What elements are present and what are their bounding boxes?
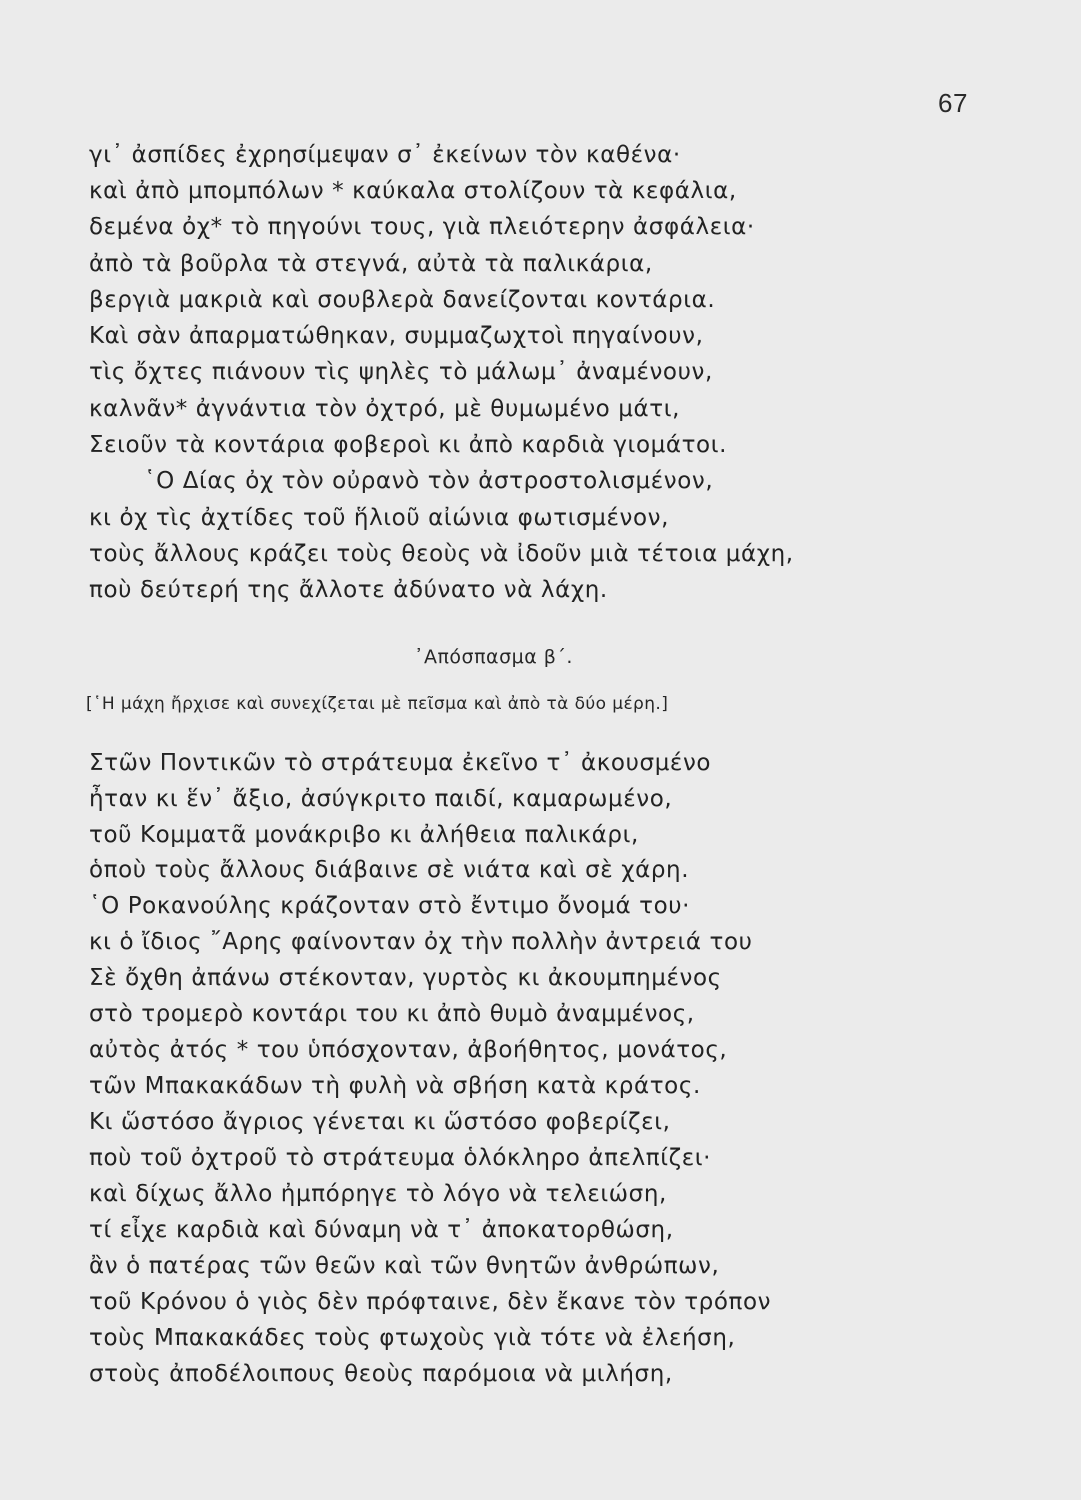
verse-line: γι᾽ ἀσπίδες ἐχρησίμεψαν σ᾽ ἐκείνων τὸν καθένα·: [89, 142, 681, 168]
verse-line: καλνᾶν* ἀγνάντια τὸν ὀχτρό, μὲ θυμωμένο μάτι,: [89, 396, 680, 422]
verse-line: Σὲ ὄχθη ἀπάνω στέκονταν, γυρτὸς κι ἀκουμπημένος: [89, 965, 722, 991]
verse-line: Σειοῦν τὰ κοντάρια φοβεροὶ κι ἀπὸ καρδιὰ γιομάτοι.: [89, 432, 728, 458]
verse-line: καὶ δίχως ἄλλο ἠμπόρηγε τὸ λόγο νὰ τελειώση,: [89, 1181, 667, 1207]
verse-line: τοὺς Μπακακάδες τοὺς φτωχοὺς γιὰ τότε νὰ ἐλεήση,: [89, 1325, 736, 1351]
verse-line: στὸ τρομερὸ κοντάρι του κι ἀπὸ θυμὸ ἀναμμένος,: [89, 1001, 695, 1027]
verse-line: τὶς ὄχτες πιάνουν τὶς ψηλὲς τὸ μάλωμ᾽ ἀναμένουν,: [89, 359, 713, 385]
verse-line: τί εἶχε καρδιὰ καὶ δύναμη νὰ τ᾽ ἀποκατορθώση,: [89, 1217, 674, 1243]
verse-line: στοὺς ἀποδέλοιπους θεοὺς παρόμοια νὰ μιλήση,: [89, 1361, 673, 1387]
page-number: 67: [938, 88, 968, 118]
fragment-heading: ᾽Απόσπασμα β΄.: [414, 646, 573, 668]
verse-line: ὁποὺ τοὺς ἄλλους διάβαινε σὲ νιάτα καὶ σὲ χάρη.: [89, 857, 690, 883]
verse-line: ἦταν κι ἕν᾽ ἄξιο, ἀσύγκριτο παιδί, καμαρωμένο,: [89, 786, 673, 812]
verse-line: ῾Ο Δίας ὀχ τὸν οὐρανὸ τὸν ἀστροστολισμένον,: [144, 468, 714, 494]
verse-line: ῾Ο Ροκανούλης κράζονταν στὸ ἔντιμο ὄνομά του·: [89, 893, 691, 919]
verse-line: ποὺ τοῦ ὀχτροῦ τὸ στράτευμα ὁλόκληρο ἀπελπίζει·: [89, 1145, 712, 1171]
verse-line: τοῦ Κομματᾶ μονάκριβο κι ἀλήθεια παλικάρι,: [89, 822, 639, 848]
verse-line: τοὺς ἄλλους κράζει τοὺς θεοὺς νὰ ἰδοῦν μιὰ τέτοια μάχη,: [89, 541, 794, 567]
verse-line: Στῶν Ποντικῶν τὸ στράτευμα ἐκεῖνο τ᾽ ἀκουσμένο: [89, 750, 712, 776]
verse-line: τοῦ Κρόνου ὁ γιὸς δὲν πρόφταινε, δὲν ἔκανε τὸν τρόπον: [89, 1289, 772, 1315]
verse-line: Κι ὥστόσο ἄγριος γένεται κι ὥστόσο φοβερίζει,: [89, 1109, 671, 1135]
verse-line: ἂν ὁ πατέρας τῶν θεῶν καὶ τῶν θνητῶν ἀνθρώπων,: [89, 1253, 720, 1279]
verse-line: ἀπὸ τὰ βοῦρλα τὰ στεγνά, αὐτὰ τὰ παλικάρια,: [89, 251, 653, 277]
verse-line: καὶ ἀπὸ μπομπόλων * καύκαλα στολίζουν τὰ κεφάλια,: [89, 178, 737, 204]
verse-line: ποὺ δεύτερή της ἄλλοτε ἀδύνατο νὰ λάχη.: [89, 577, 608, 603]
verse-line: κι ὀχ τὶς ἀχτίδες τοῦ ἥλιοῦ αἰώνια φωτισμένον,: [89, 505, 670, 531]
verse-line: δεμένα ὀχ* τὸ πηγούνι τους, γιὰ πλειότερην ἀσφάλεια·: [89, 214, 755, 240]
verse-line: βεργιὰ μακριὰ καὶ σουβλερὰ δανείζονται κοντάρια.: [89, 287, 716, 313]
editorial-note: [῾Η μάχη ἤρχισε καὶ συνεχίζεται μὲ πεῖσμα καὶ ἀπὸ τὰ δύο μέρη.]: [86, 694, 669, 714]
verse-line: κι ὁ ἴδιος ῎Αρης φαίνονταν ὀχ τὴν πολλὴν ἀντρειά του: [89, 929, 753, 955]
verse-line: Καὶ σὰν ἀπαρματώθηκαν, συμμαζωχτοὶ πηγαίνουν,: [89, 323, 704, 349]
verse-line: αὐτὸς ἀτός * του ὑπόσχονταν, ἀβοήθητος, μονάτος,: [89, 1037, 728, 1063]
verse-line: τῶν Μπακακάδων τὴ φυλὴ νὰ σβήση κατὰ κράτος.: [89, 1073, 701, 1099]
